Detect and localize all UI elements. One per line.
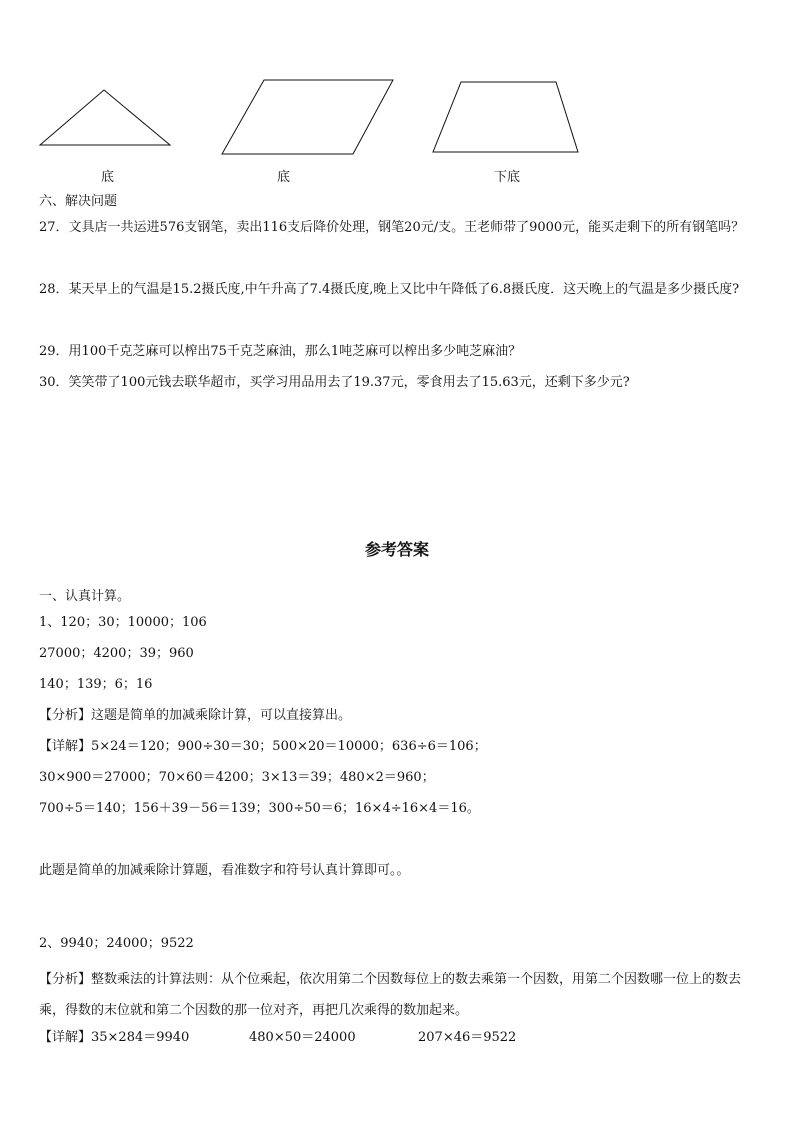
answer-1-detail-1: 【详解】5×24＝120；900÷30＝30；500×20＝10000；636÷6＝106； <box>39 739 487 754</box>
answer-2-detail-c: 207×46＝9522 <box>418 1030 517 1045</box>
question-30: 30．笑笑带了100元钱去联华超市，买学习用品用去了19.37元，零食用去了15.63元，还剩下多少元? <box>39 375 630 390</box>
answer-1-analysis: 【分析】这题是简单的加减乘除计算，可以直接算出。 <box>39 708 352 723</box>
answer-1-detail-3: 700÷5＝140；156＋39－56＝139；300÷50＝6；16×4÷16×4＝16。 <box>39 801 480 816</box>
section6-heading: 六、解决问题 <box>39 194 118 209</box>
answer-2-detail-b: 480×50＝24000 <box>249 1030 356 1045</box>
parallelogram-shape <box>222 80 393 154</box>
parallelogram-base-label: 底 <box>277 170 291 185</box>
answers-part1-heading: 一、认真计算。 <box>39 589 131 604</box>
answer-2-line-1: 2、9940；24000；9522 <box>39 936 194 951</box>
answer-1-note: 此题是简单的加减乘除计算题，看准数字和符号认真计算即可。。 <box>39 863 410 878</box>
answer-1-line-3: 140；139；6；16 <box>39 677 153 692</box>
answer-1-line-1: 1、120；30；10000；106 <box>39 615 207 630</box>
question-27: 27．文具店一共运进576支钢笔，卖出116支后降价处理，钢笔20元/支。王老师带了9000元，能买走剩下的所有钢笔吗？ <box>39 220 745 235</box>
figures <box>0 0 794 170</box>
trapezoid-shape <box>433 82 578 152</box>
answer-2-detail-a: 【详解】35×284＝9940 <box>39 1030 190 1045</box>
answer-1-line-2: 27000；4200；39；960 <box>39 646 194 661</box>
answer-1-detail-2: 30×900＝27000；70×60＝4200；3×13＝39；480×2＝960； <box>39 770 435 785</box>
question-28: 28．某天早上的气温是15.2摄氏度,中午升高了7.4摄氏度,晚上又比中午降低了6.8摄氏度．这天晚上的气温是多少摄氏度? <box>39 282 740 297</box>
answer-2-analysis: 【分析】整数乘法的计算法则：从个位乘起，依次用第二个因数每位上的数去乘第一个因数，用第二个因数哪一位上的数去乘，得数的末位就和第二个因数的那一位对齐，再把几次乘得的数加起来。 <box>39 972 742 1018</box>
question-29: 29．用100千克芝麻可以榨出75千克芝麻油，那么1吨芝麻可以榨出多少吨芝麻油？ <box>39 344 522 359</box>
triangle-base-label: 底 <box>101 170 115 185</box>
answers-title: 参考答案 <box>364 540 429 559</box>
trapezoid-bottom-base-label: 下底 <box>494 170 521 185</box>
triangle-shape <box>40 90 170 145</box>
